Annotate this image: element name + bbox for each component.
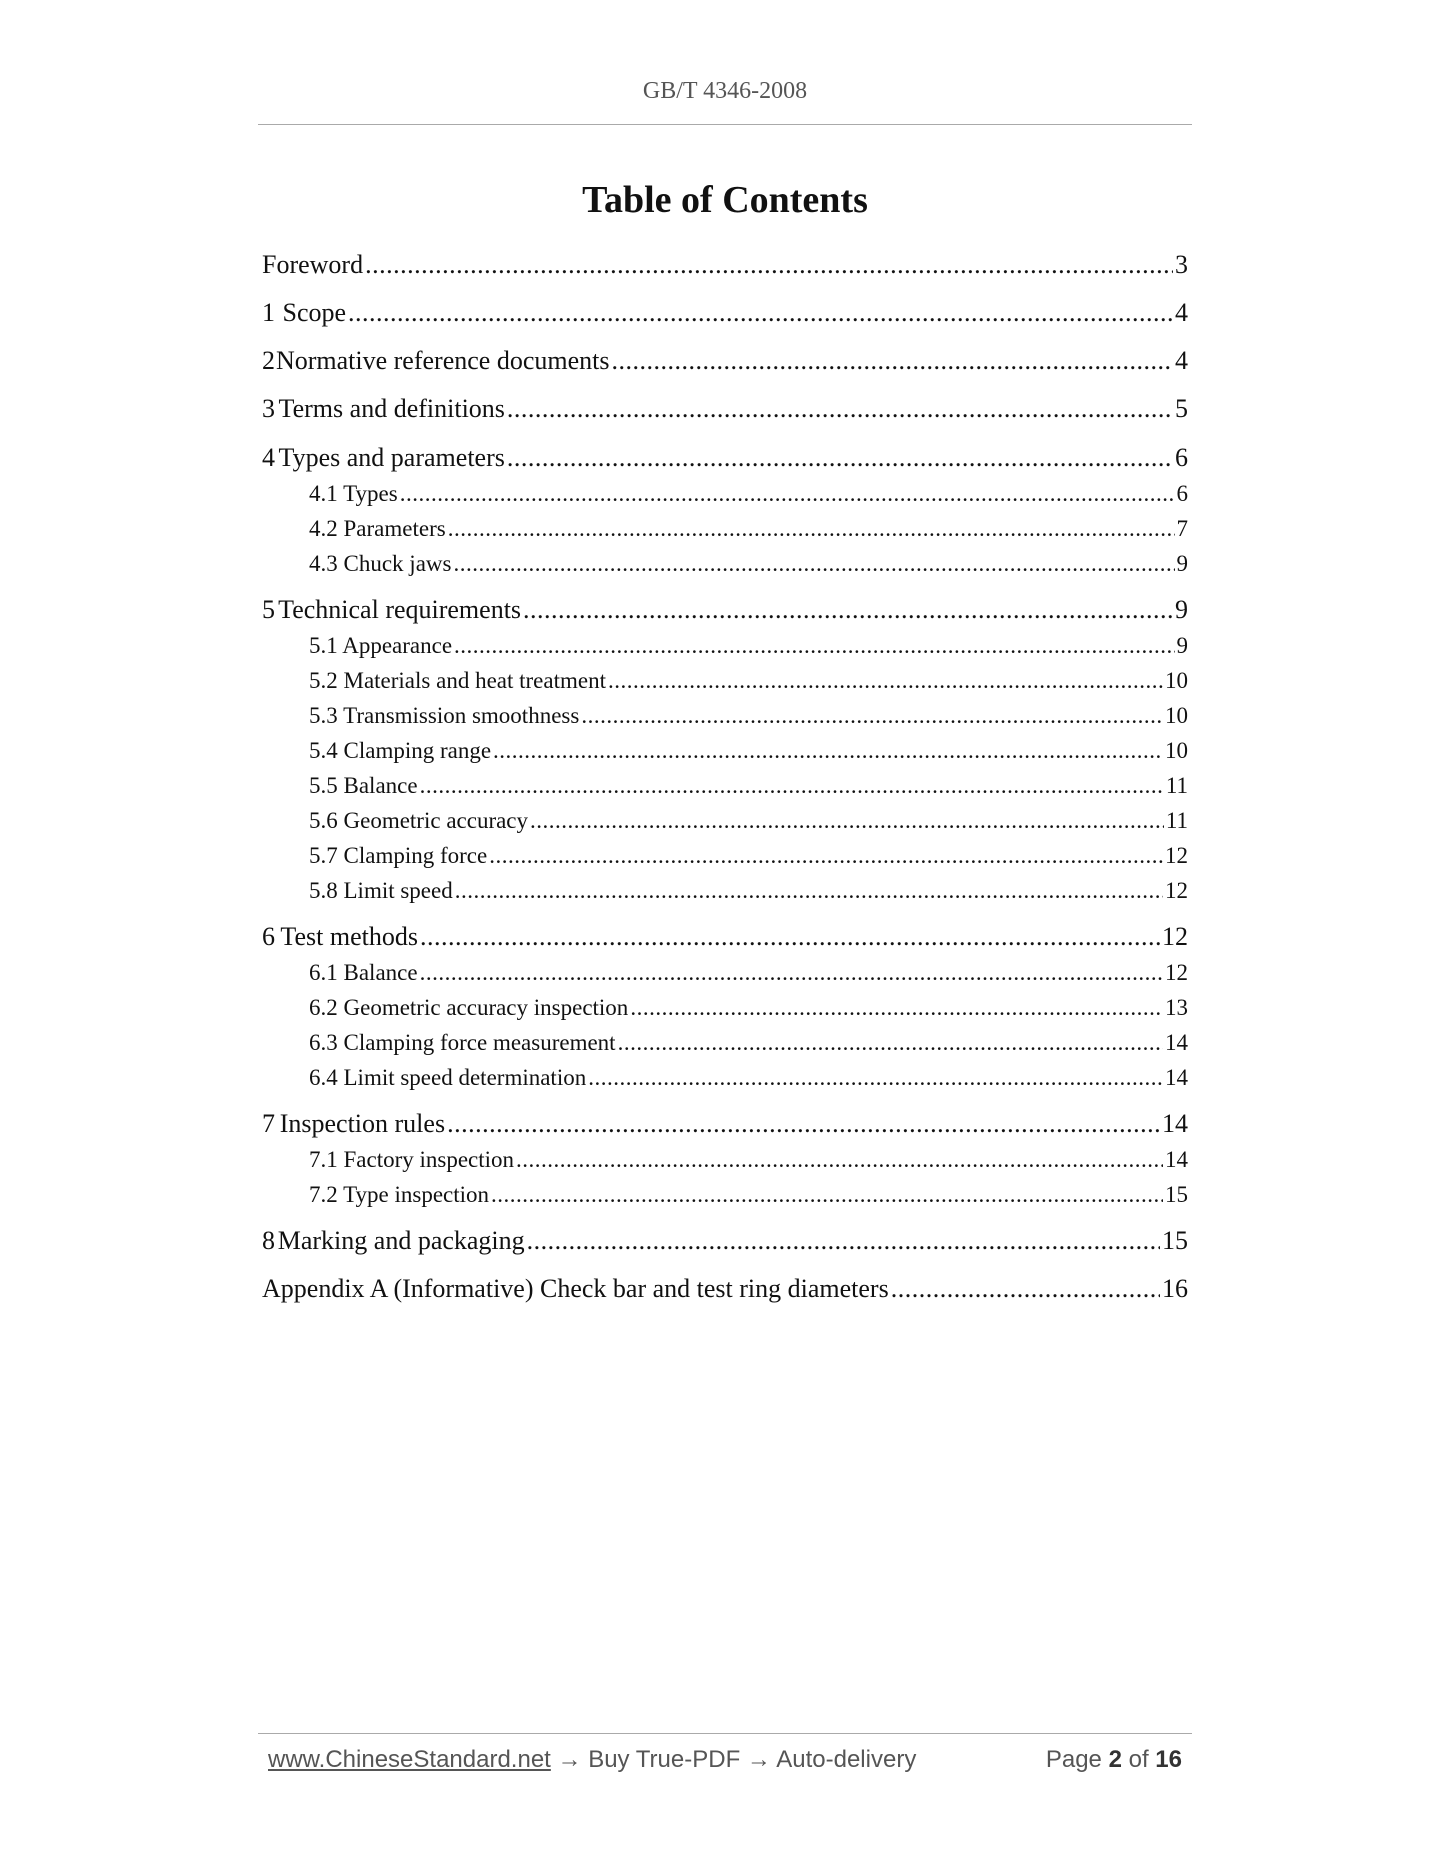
- toc-entry-label: 5.1 Appearance: [309, 633, 453, 658]
- toc-entry-label: Appendix A (Informative) Check bar and test ring diameters: [262, 1274, 889, 1303]
- toc-entry-label: 7.1 Factory inspection: [309, 1147, 515, 1172]
- toc-entry-label: Scope: [282, 298, 347, 327]
- toc-entry-page: 4: [1175, 346, 1188, 375]
- toc-entry-number: 8: [262, 1226, 275, 1255]
- toc-entry-label: Terms and definitions: [278, 394, 505, 423]
- toc-entry-number: 4: [262, 443, 275, 472]
- toc-leader-dots: [420, 960, 1163, 986]
- toc-subentry-4-2[interactable]: [262, 516, 1188, 542]
- toc-entry-page: 9: [1176, 633, 1188, 658]
- toc-leader-dots: [507, 394, 1173, 424]
- footer-divider: [258, 1733, 1192, 1734]
- toc-entry-page: 10: [1165, 703, 1188, 728]
- toc-leader-dots: [420, 773, 1164, 799]
- toc-leader-dots: [365, 250, 1173, 280]
- toc-entry-types-parameters[interactable]: [262, 443, 1188, 473]
- footer-promo: [268, 1746, 916, 1774]
- toc-entry-page: 6: [1175, 443, 1188, 472]
- toc-entry-page: 14: [1165, 1065, 1188, 1090]
- toc-entry-number: 5: [262, 595, 275, 624]
- toc-entry-label: Normative reference documents: [275, 346, 610, 375]
- toc-leader-dots: [489, 843, 1163, 869]
- toc-entry-page: 15: [1162, 1226, 1188, 1255]
- arrow-right-icon: →: [557, 1746, 582, 1773]
- toc-leader-dots: [630, 995, 1163, 1021]
- toc-leader-dots: [588, 1065, 1163, 1091]
- toc-leader-dots: [530, 808, 1164, 834]
- toc-entry-page: 14: [1165, 1147, 1188, 1172]
- toc-entry-page: 4: [1175, 298, 1188, 327]
- toc-leader-dots: [608, 668, 1163, 694]
- toc-entry-label: 4.2 Parameters: [309, 516, 446, 541]
- toc-entry-label: 5.2 Materials and heat treatment: [309, 668, 606, 693]
- toc-entry-page: 15: [1165, 1182, 1188, 1207]
- toc-entry-page: 5: [1175, 394, 1188, 423]
- toc-leader-dots: [493, 738, 1163, 764]
- toc-entry-page: 12: [1165, 878, 1188, 903]
- toc-entry-page: 10: [1165, 738, 1188, 763]
- toc-entry-page: 16: [1162, 1274, 1188, 1303]
- page-footer: [268, 1746, 1182, 1782]
- document-id-header: GB/T 4346-2008: [642, 78, 808, 104]
- toc-subentry-4-1[interactable]: [262, 481, 1188, 507]
- toc-entry-label: 4.1 Types: [309, 481, 398, 506]
- toc-subentry-6-1[interactable]: [262, 960, 1188, 986]
- buy-pdf-text: Buy True-PDF: [588, 1746, 741, 1773]
- toc-entry-technical-requirements[interactable]: [262, 595, 1188, 625]
- toc-entry-page: 9: [1176, 551, 1188, 576]
- toc-leader-dots: [527, 1226, 1160, 1256]
- toc-leader-dots: [891, 1274, 1160, 1304]
- toc-entry-number: 3: [262, 394, 275, 423]
- toc-leader-dots: [453, 551, 1174, 577]
- toc-entry-label: Foreword: [262, 250, 364, 279]
- toc-subentry-6-3[interactable]: [262, 1030, 1188, 1056]
- toc-subentry-5-5[interactable]: [262, 773, 1188, 799]
- toc-leader-dots: [491, 1182, 1163, 1208]
- toc-entry-marking-packaging[interactable]: [262, 1226, 1188, 1256]
- toc-subentry-7-1[interactable]: [262, 1147, 1188, 1173]
- toc-subentry-6-4[interactable]: [262, 1065, 1188, 1091]
- toc-entry-page: 11: [1165, 773, 1188, 798]
- toc-entry-test-methods[interactable]: [262, 922, 1188, 952]
- toc-entry-number: 1: [262, 298, 275, 327]
- toc-entry-label: 6.4 Limit speed determination: [309, 1065, 587, 1090]
- toc-subentry-5-1[interactable]: [262, 633, 1188, 659]
- toc-entry-page: 14: [1162, 1109, 1188, 1138]
- toc-entry-page: 10: [1165, 668, 1188, 693]
- toc-subentry-5-2[interactable]: [262, 668, 1188, 694]
- toc-leader-dots: [516, 1147, 1163, 1173]
- toc-entry-label: 7.2 Type inspection: [309, 1182, 490, 1207]
- toc-subentry-4-3[interactable]: [262, 551, 1188, 577]
- toc-entry-label: 5.6 Geometric accuracy: [309, 808, 529, 833]
- toc-subentry-5-4[interactable]: [262, 738, 1188, 764]
- toc-entry-label: 5.3 Transmission smoothness: [309, 703, 580, 728]
- toc-entry-page: 13: [1165, 995, 1188, 1020]
- toc-leader-dots: [455, 878, 1163, 904]
- toc-entry-number: 2: [262, 346, 275, 375]
- toc-entry-label: Marking and packaging: [277, 1226, 525, 1255]
- toc-entry-page: 12: [1165, 960, 1188, 985]
- toc-entry-page: 12: [1162, 922, 1188, 951]
- header-divider: [258, 124, 1192, 125]
- toc-leader-dots: [611, 346, 1173, 376]
- toc-leader-dots: [400, 481, 1175, 507]
- toc-entry-page: 14: [1165, 1030, 1188, 1055]
- toc-entry-page: 11: [1165, 808, 1188, 833]
- toc-subentry-5-6[interactable]: [262, 808, 1188, 834]
- toc-subentry-6-2[interactable]: [262, 995, 1188, 1021]
- arrow-right-icon: →: [746, 1746, 771, 1773]
- toc-entry-page: 3: [1175, 250, 1188, 279]
- page-word: Page: [1045, 1746, 1102, 1773]
- toc-leader-dots: [348, 298, 1173, 328]
- toc-entry-appendix-a[interactable]: [262, 1274, 1188, 1304]
- toc-entry-page: 12: [1165, 843, 1188, 868]
- toc-subentry-5-7[interactable]: [262, 843, 1188, 869]
- toc-entry-label: 5.7 Clamping force: [309, 843, 488, 868]
- toc-leader-dots: [507, 443, 1173, 473]
- toc-subentry-5-8[interactable]: [262, 878, 1188, 904]
- toc-entry-label: 6.2 Geometric accuracy inspection: [309, 995, 629, 1020]
- toc-entry-normative-references[interactable]: [262, 346, 1188, 376]
- toc-entry-number: 6: [262, 922, 275, 951]
- toc-entry-label: 6.1 Balance: [309, 960, 418, 985]
- toc-leader-dots: [420, 922, 1160, 952]
- toc-subentry-5-3[interactable]: [262, 703, 1188, 729]
- toc-entry-label: 5.8 Limit speed: [309, 878, 453, 903]
- toc-entry-label: 4.3 Chuck jaws: [309, 551, 452, 576]
- toc-entry-label: Technical requirements: [278, 595, 522, 624]
- toc-entry-scope[interactable]: [262, 298, 1188, 328]
- toc-leader-dots: [447, 1109, 1160, 1139]
- auto-delivery-text: Auto-delivery: [776, 1746, 917, 1773]
- page-title: Table of Contents: [582, 179, 868, 221]
- toc-entry-page: 9: [1175, 595, 1188, 624]
- toc-entry-label: 5.5 Balance: [309, 773, 418, 798]
- chinese-standard-link[interactable]: www.ChineseStandard.net: [268, 1746, 551, 1773]
- toc-leader-dots: [581, 703, 1163, 729]
- toc-entry-page: 6: [1176, 481, 1188, 506]
- toc-entry-label: Types and parameters: [278, 443, 505, 472]
- toc-entry-inspection-rules[interactable]: [262, 1109, 1188, 1139]
- toc-entry-number: 7: [262, 1109, 275, 1138]
- page-current: 2: [1108, 1746, 1122, 1773]
- toc-entry-terms-definitions[interactable]: [262, 394, 1188, 424]
- toc-leader-dots: [448, 516, 1175, 542]
- toc-leader-dots: [523, 595, 1173, 625]
- toc-leader-dots: [618, 1030, 1163, 1056]
- toc-entry-foreword[interactable]: [262, 250, 1188, 280]
- toc-entry-label: 5.4 Clamping range: [309, 738, 492, 763]
- page-indicator: [1046, 1746, 1182, 1774]
- toc-entry-label: Inspection rules: [279, 1109, 446, 1138]
- toc-leader-dots: [454, 633, 1174, 659]
- toc-entry-page: 7: [1176, 516, 1188, 541]
- toc-entry-label: Test methods: [280, 922, 418, 951]
- toc-subentry-7-2[interactable]: [262, 1182, 1188, 1208]
- toc-entry-label: 6.3 Clamping force measurement: [309, 1030, 616, 1055]
- page-total: 16: [1155, 1746, 1182, 1773]
- of-word: of: [1128, 1746, 1149, 1773]
